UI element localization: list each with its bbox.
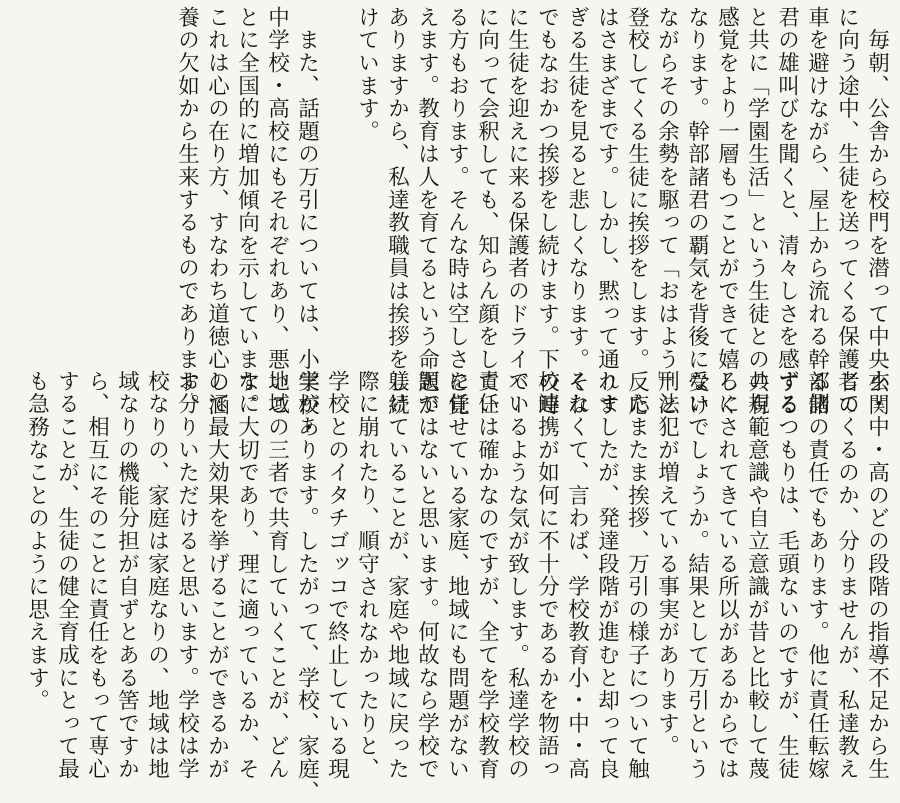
top-line-16: えます。教育は人を育てるという命題が (414, 6, 440, 417)
bottom-line-20: 実があります。したがって、学校、家庭、 (294, 370, 320, 803)
top-line-12: でもなおかつ挨拶をし続けます。下校時 (534, 6, 560, 417)
bottom-line-23: して最大効果を挙げることができるかが (204, 370, 230, 781)
top-line-11: ぎる生徒を見ると悲しくなります。それ (564, 6, 590, 417)
bottom-line-16: 訳ではないと思います。何故なら学校で (414, 370, 440, 781)
bottom-line-9: たまたま挨拶、万引の様子について触 (624, 370, 650, 781)
top-line-8: ながらその余勢を駆って「おはよう」と (654, 6, 680, 417)
bottom-line-17: 躾けていることが、家庭や地域に戻った (384, 370, 410, 781)
bottom-line-14: 責任は確かなのですが、全てを学校教育 (474, 370, 500, 781)
bottom-line-8: 刑法犯が増えている事実があります。 (654, 370, 680, 758)
bottom-line-5: の規範意識や自立意識が昔と比較して蔑 (744, 370, 770, 781)
bottom-line-22: なに大切であり、理に適っているか、そ (234, 370, 260, 781)
bottom-line-11: くなくて、言わば、学校教育小・中・高 (564, 370, 590, 781)
top-line-17: ありますから、私達教職員は挨拶をし続 (384, 6, 410, 417)
bottom-line-26: 域なりの機能分担が自ずとある筈ですか (114, 370, 140, 781)
top-line-22: これは心の在り方、すなわち道徳心の涵 (204, 6, 230, 417)
bottom-line-12: の連携が如何に不十分であるかを物語っ (534, 370, 560, 781)
bottom-line-3: る側の責任でもあります。他に責任転嫁 (804, 370, 830, 781)
top-line-3: 車を避けながら、屋上から流れる幹部諸 (804, 6, 830, 417)
top-line-6: 感覚をより一層もつことができて嬉しく (714, 6, 740, 417)
top-line-4: 君の雄叫びを聞くと、清々しさを感ずる (774, 6, 800, 417)
bottom-line-15: に任せている家庭、地域にも問題がない (444, 370, 470, 781)
bottom-line-4: するつもりは、毛頭ないのですが、生徒 (774, 370, 800, 781)
bottom-line-19: 学校とのイタチゴッコで終止している現 (324, 370, 350, 781)
bottom-line-28: することが、生徒の健全育成にとって最 (54, 370, 80, 781)
top-line-14: に向って会釈しても、知らん顔をしてい (474, 6, 500, 417)
top-line-20: 中学校・高校にもそれぞれあり、悪いこ (264, 6, 290, 417)
bottom-line-29: も急務なことのように思えます。 (24, 370, 50, 712)
top-line-7: なります。幹部諸君の覇気を背後に受け (684, 6, 710, 417)
top-line-21: とに全国的に増加傾向を示しています。 (234, 6, 260, 417)
top-line-18: けています。 (354, 6, 380, 143)
top-line-15: る方もおります。そんな時は空しさを覚 (444, 6, 470, 417)
top-line-2: に向う途中、生徒を送ってくる保護者の (834, 6, 860, 417)
top-line-19: また、話題の万引については、小学校・ (294, 6, 320, 440)
bottom-line-7: ないでしょうか。結果として万引という (684, 370, 710, 781)
top-line-13: に生徒を迎えに来る保護者のドライバー (504, 6, 530, 417)
top-line-9: 登校してくる生徒に挨拶をします。反応 (624, 6, 650, 417)
bottom-line-1: 小・中・高のどの段階の指導不足から生 (864, 370, 890, 781)
bottom-line-6: ろにされてきている所以があるからでは (714, 370, 740, 781)
top-line-1: 毎朝、公舎から校門を潜って中央玄関 (864, 6, 890, 417)
bottom-line-13: ているような気が致します。私達学校の (504, 370, 530, 781)
top-line-10: はさまざまです。しかし、黙って通りす (594, 6, 620, 417)
bottom-line-24: お分りいただけると思います。学校は学 (174, 370, 200, 781)
bottom-line-21: 地域の三者で共育していくことが、どん (264, 370, 290, 781)
top-line-5: と共に「学園生活」という生徒との共有 (744, 6, 770, 417)
bottom-line-10: れましたが、発達段階が進むと却って良 (594, 370, 620, 781)
bottom-line-25: 校なりの、家庭は家庭なりの、地域は地 (144, 370, 170, 781)
top-line-23: 養の欠如から生来するものであります。 (174, 6, 200, 417)
bottom-line-27: ら、相互にそのことに責任をもって専心 (84, 370, 110, 781)
bottom-line-2: じてくるのか、分りませんが、私達教え (834, 370, 860, 781)
bottom-line-18: 際に崩れたり、順守されなかったりと、 (354, 370, 380, 781)
